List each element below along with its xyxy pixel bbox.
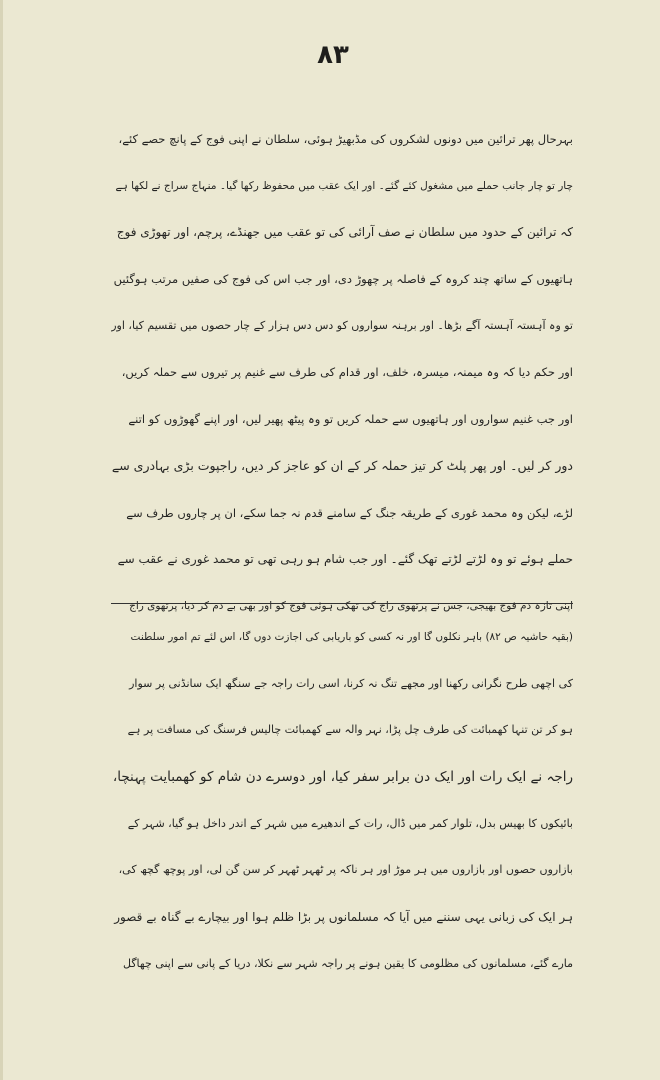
- footnote-text: [111, 614, 573, 988]
- text-line: دور کر لیں۔ اور پھر پلٹ کر تیز حملہ کر کے ان کو عاجز کر دیں، راجپوت بڑی بہادری سے: [111, 457, 573, 473]
- text-line: اور جب غنیم سواروں اور ہاتھیوں سے حملہ کریں تو وہ پیٹھ پھیر لیں، اور اپنے گھوڑوں کو اتنے: [128, 412, 573, 427]
- text-line: چار تو چار جانب حملے میں مشغول کئے گئے۔ اور ایک عقب میں محفوظ رکھا گیا۔ منہاج سراج نے لکھا ہے: [115, 179, 573, 192]
- footnote-line: ہو کر تن تنہا کھمبائت کی طرف چل پڑا، نہر والہ سے کھمبائت چالیس فرسنگ کی مسافت پر ہے: [127, 723, 573, 737]
- text-line: بہرحال پھر ترائین میں دونوں لشکروں کی مڈبھیڑ ہوئی، سلطان نے اپنی فوج کے پانچ حصے کئے،: [118, 132, 573, 146]
- text-line: اپنی تازہ دم فوج بھیجی، جس نے پرتھوی راج کی تھکی ہوئی فوج کو اور بھی بے دم کر دیا، پرتھوی راج: [129, 599, 573, 612]
- footnote-line: راجہ نے ایک رات اور ایک دن برابر سفر کیا، اور دوسرے دن شام کو کھمبایت پہنچا،: [112, 769, 573, 786]
- text-line: حملے ہوئے تو وہ لڑتے لڑتے تھک گئے۔ اور جب شام ہو رہی تھی تو محمد غوری نے عقب سے: [117, 552, 573, 567]
- footnote-line: بازاروں حصوں اور بازاروں میں ہر موڑ اور ہر ناکہ پر ٹھہر ٹھہر کر سن گن لی، اور پوچھ گچھ کی،: [118, 863, 573, 877]
- text-line: لڑے، لیکن وہ محمد غوری کے طریقہ جنگ کے سامنے قدم نہ جما سکے، ان پر چاروں طرف سے: [126, 505, 573, 520]
- text-line: تو وہ آہستہ آہستہ آگے بڑھا۔ اور برہنہ سواروں کو دس دس ہزار کے چار حصوں میں تقسیم کیا، اور: [111, 318, 573, 332]
- text-line: اور حکم دیا کہ وہ میمنہ، میسرہ، خلف، اور قدام کی طرف سے غنیم پر تیروں سے حملہ کریں،: [121, 365, 573, 380]
- main-text: [111, 116, 573, 630]
- footnote-line: کی اچھی طرح نگرانی رکھنا اور مجھے تنگ نہ کرنا، اسی رات راجہ جے سنگھ ایک سانڈنی پر سوار: [129, 676, 573, 690]
- text-line: کہ ترائین کے حدود میں سلطان نے صف آرائی کی تو عقب میں جھنڈے، پرچم، اور تھوڑی فوج: [116, 225, 573, 240]
- footnote-line: مارے گئے، مسلمانوں کی مظلومی کا یقین ہونے پر راجہ شہر سے نکلا، دریا کے پانی سے اپنی چھاگل: [122, 956, 573, 970]
- footnote-line: (بقیہ حاشیہ ص ۸۲) باہر نکلوں گا اور نہ کسی کو باریابی کی اجازت دوں گا، اس لئے تم امور سلطنت: [130, 631, 573, 643]
- page-number: ۸۳: [317, 40, 349, 70]
- footnote-line: بائیکوں کا بھیس بدل، تلوار کمر میں ڈال، رات کے اندھیرے میں شہر کے اندر داخل ہو گیا، شہر کے: [127, 816, 573, 830]
- footnote-line: ہر ایک کی زبانی یہی سننے میں آیا کہ مسلمانوں پر بڑا ظلم ہوا اور بیچارے بے گناہ بے قصور: [114, 910, 573, 925]
- text-line: ہاتھیوں کے ساتھ چند کروہ کے فاصلہ پر چھوڑ دی، اور جب اس کی فوج کی صفیں مرتب ہوگئیں: [113, 272, 573, 287]
- footnote-divider: [111, 603, 573, 604]
